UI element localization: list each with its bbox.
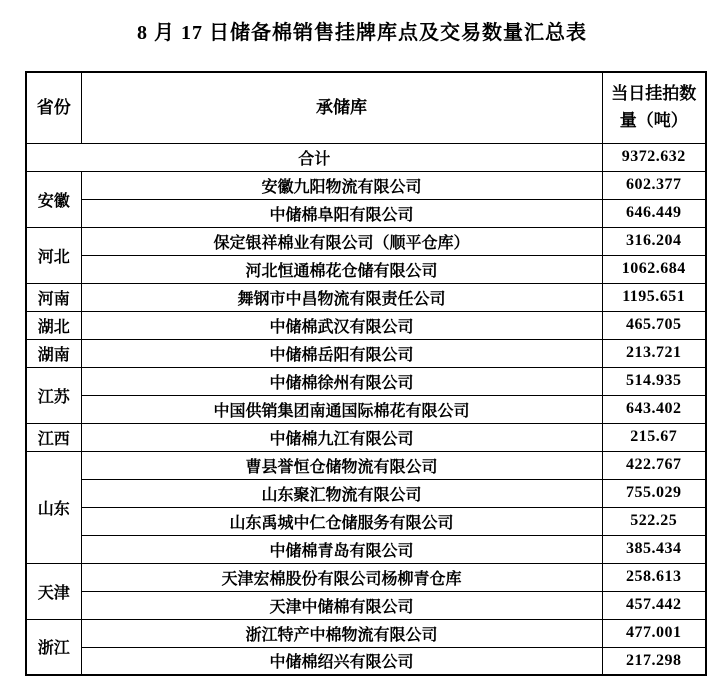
table-row	[26, 619, 706, 647]
table-row	[26, 339, 706, 367]
warehouse-cell: 中储棉岳阳有限公司	[81, 339, 602, 367]
quantity-cell: 755.029	[602, 479, 706, 507]
header-row	[26, 72, 706, 143]
table-row	[26, 367, 706, 395]
table-row	[26, 507, 706, 535]
table-row	[26, 311, 706, 339]
quantity-cell: 477.001	[602, 619, 706, 647]
quantity-cell: 643.402	[602, 395, 706, 423]
table-row	[26, 591, 706, 619]
warehouse-cell: 河北恒通棉花仓储有限公司	[81, 255, 602, 283]
province-cell: 江西	[26, 423, 81, 451]
header-warehouse: 承储库	[81, 72, 602, 143]
warehouse-cell: 天津宏棉股份有限公司杨柳青仓库	[81, 563, 602, 591]
province-cell: 天津	[26, 563, 81, 619]
province-cell: 浙江	[26, 619, 81, 675]
quantity-cell: 1062.684	[602, 255, 706, 283]
table-row	[26, 479, 706, 507]
warehouse-cell: 山东禹城中仁仓储服务有限公司	[81, 507, 602, 535]
total-quantity-cell: 9372.632	[602, 143, 706, 171]
quantity-cell: 215.67	[602, 423, 706, 451]
quantity-cell: 385.434	[602, 535, 706, 563]
warehouse-cell: 中储棉徐州有限公司	[81, 367, 602, 395]
header-quantity: 当日挂拍数量（吨）	[602, 72, 706, 143]
warehouse-cell: 山东聚汇物流有限公司	[81, 479, 602, 507]
quantity-cell: 217.298	[602, 647, 706, 675]
quantity-cell: 213.721	[602, 339, 706, 367]
table-row	[26, 199, 706, 227]
quantity-cell: 457.442	[602, 591, 706, 619]
warehouse-cell: 天津中储棉有限公司	[81, 591, 602, 619]
page-title: 8 月 17 日储备棉销售挂牌库点及交易数量汇总表	[137, 22, 587, 44]
warehouse-cell: 中储棉阜阳有限公司	[81, 199, 602, 227]
quantity-cell: 258.613	[602, 563, 706, 591]
table-row	[26, 563, 706, 591]
summary-table	[25, 71, 707, 676]
warehouse-cell: 中储棉武汉有限公司	[81, 311, 602, 339]
province-cell: 河北	[26, 227, 81, 283]
warehouse-cell: 安徽九阳物流有限公司	[81, 171, 602, 199]
province-cell: 湖南	[26, 339, 81, 367]
warehouse-cell: 保定银祥棉业有限公司（顺平仓库）	[81, 227, 602, 255]
header-province: 省份	[26, 72, 81, 143]
quantity-cell: 646.449	[602, 199, 706, 227]
warehouse-cell: 舞钢市中昌物流有限责任公司	[81, 283, 602, 311]
table-row	[26, 227, 706, 255]
quantity-cell: 316.204	[602, 227, 706, 255]
warehouse-cell: 中储棉青岛有限公司	[81, 535, 602, 563]
table-row	[26, 283, 706, 311]
quantity-cell: 1195.651	[602, 283, 706, 311]
table-row	[26, 535, 706, 563]
table-row	[26, 647, 706, 675]
province-cell: 河南	[26, 283, 81, 311]
quantity-cell: 522.25	[602, 507, 706, 535]
quantity-cell: 602.377	[602, 171, 706, 199]
quantity-cell: 465.705	[602, 311, 706, 339]
warehouse-cell: 中储棉九江有限公司	[81, 423, 602, 451]
total-row	[26, 143, 706, 171]
table-row	[26, 395, 706, 423]
table-row	[26, 451, 706, 479]
warehouse-cell: 中国供销集团南通国际棉花有限公司	[81, 395, 602, 423]
province-cell: 江苏	[26, 367, 81, 423]
province-cell: 安徽	[26, 171, 81, 227]
quantity-cell: 514.935	[602, 367, 706, 395]
table-row	[26, 171, 706, 199]
warehouse-cell: 浙江特产中棉物流有限公司	[81, 619, 602, 647]
warehouse-cell: 中储棉绍兴有限公司	[81, 647, 602, 675]
table-row	[26, 423, 706, 451]
warehouse-cell: 曹县誉恒仓储物流有限公司	[81, 451, 602, 479]
province-cell: 山东	[26, 451, 81, 563]
table-row	[26, 255, 706, 283]
total-label-cell: 合计	[26, 143, 602, 171]
quantity-cell: 422.767	[602, 451, 706, 479]
province-cell: 湖北	[26, 311, 81, 339]
